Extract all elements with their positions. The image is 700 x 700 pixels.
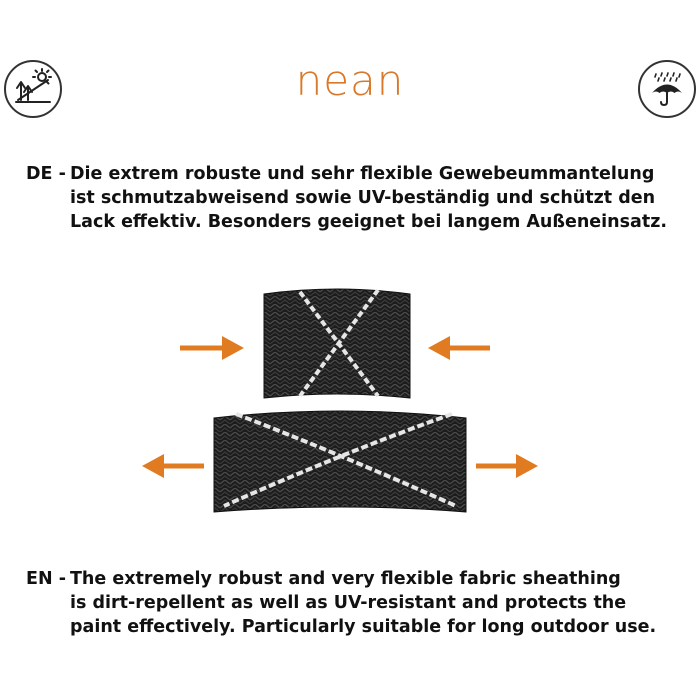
arrow-compress-right	[428, 336, 490, 360]
sleeve-compressed	[264, 289, 410, 398]
english-line-2: is dirt-repellent as well as UV-resistant and protects the	[70, 593, 627, 613]
language-prefix-de: DE -	[26, 164, 66, 184]
sleeve-illustration	[0, 280, 700, 520]
german-line-2: ist schmutzabweisend sowie UV-beständig und schützt den	[70, 188, 656, 208]
english-line-3: paint effectively. Particularly suitable for long outdoor use.	[70, 617, 657, 637]
brand-logo: nean	[295, 56, 405, 105]
english-description	[26, 567, 686, 639]
rain-umbrella-icon	[638, 60, 696, 118]
arrow-stretch-right	[476, 454, 538, 478]
arrow-compress-left	[180, 336, 244, 360]
english-line-1: The extremely robust and very flexible fabric sheathing	[70, 569, 621, 589]
arrow-stretch-left	[142, 454, 204, 478]
sleeve-stretched	[214, 411, 466, 512]
german-line-3: Lack effektiv. Besonders geeignet bei langem Außeneinsatz.	[70, 212, 668, 232]
language-prefix-en: EN -	[26, 569, 66, 589]
german-line-1: Die extrem robuste und sehr flexible Gewebeummantelung	[70, 164, 655, 184]
german-description	[26, 162, 686, 234]
